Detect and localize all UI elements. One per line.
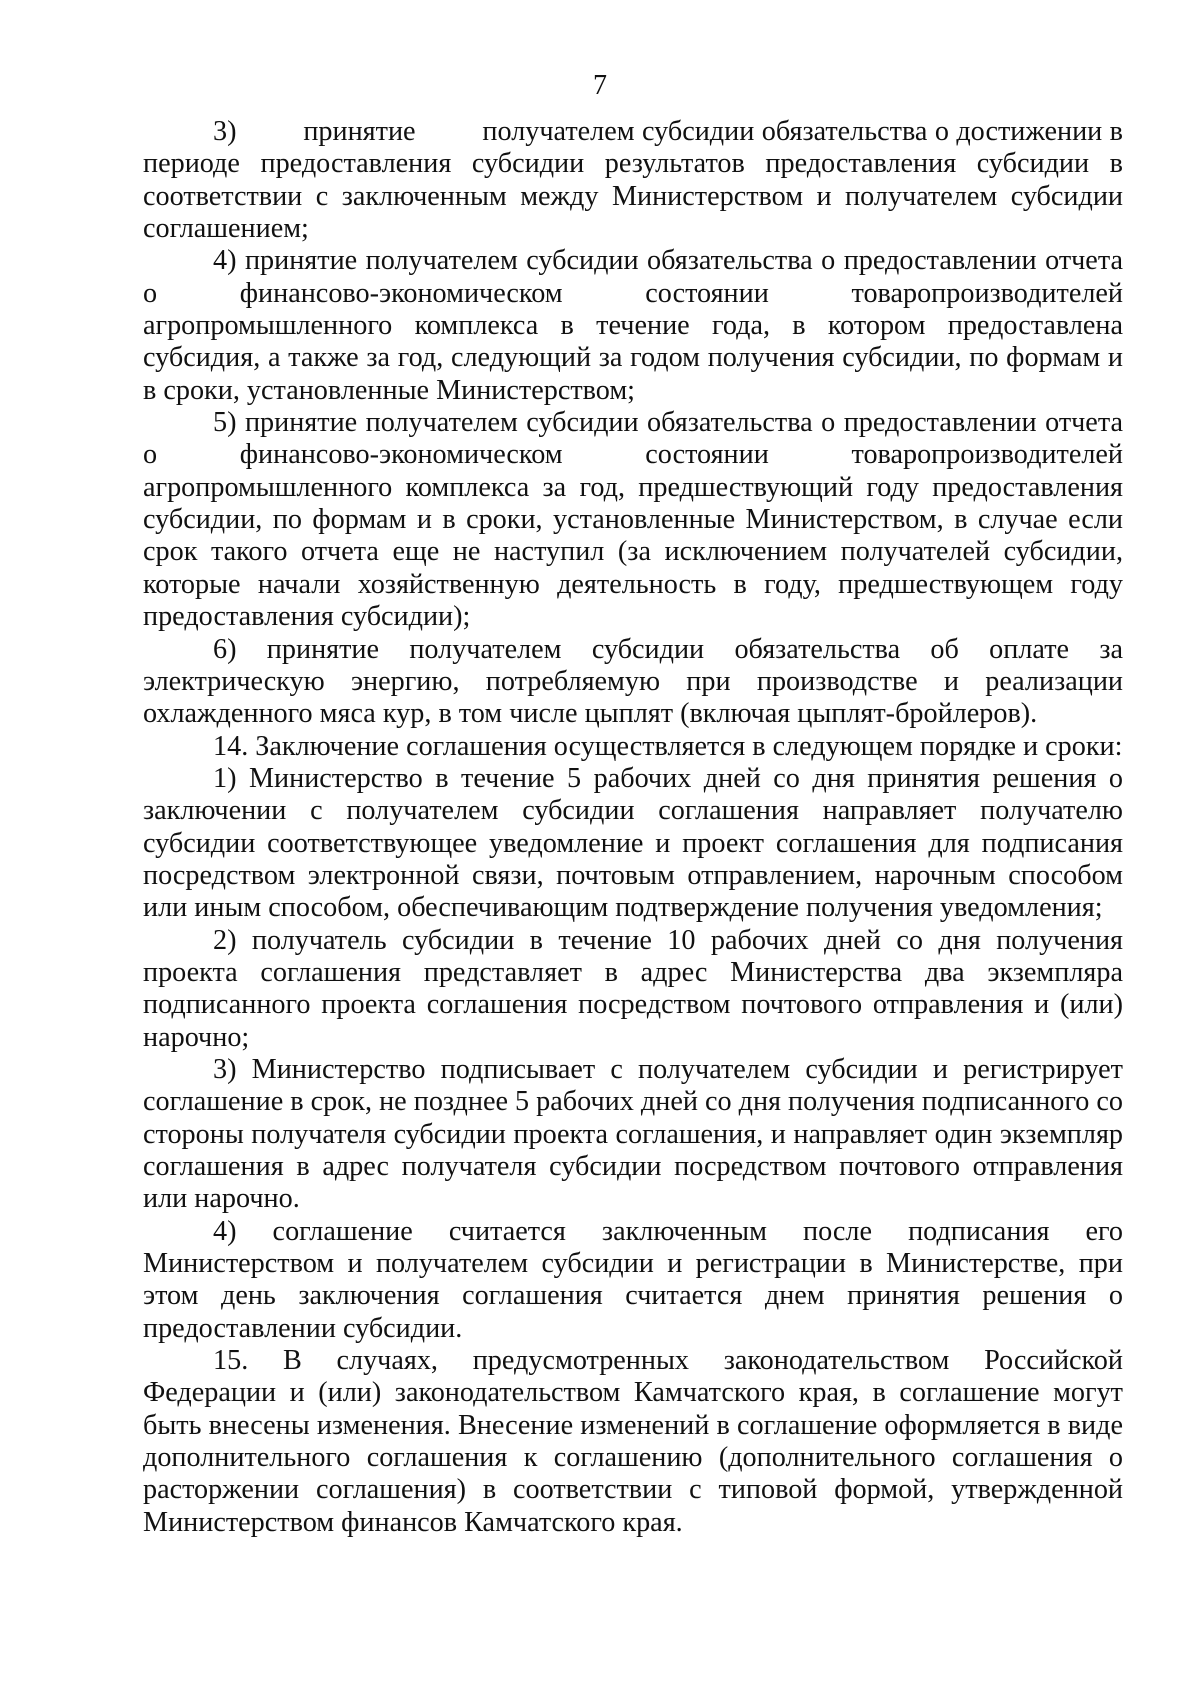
paragraph-step-1: 1) Министерство в течение 5 рабочих дней со дня принятия решения о заключении с получателем субсидии соглашения направляет получателю субсидии соответствующее уведомление и проект соглашения для подписания посредством электронной связи, почтовым отправлением, нарочным способом или иным способом, обеспечивающим подтверждение получения уведомления; [143,762,1123,924]
page-number: 7 [593,70,607,101]
paragraph-step-4: 4) соглашение считается заключенным после подписания его Министерством и получателем субсидии и регистрации в Министерстве, при этом день заключения соглашения считается днем принятия решения о предоставлении субсидии. [143,1215,1123,1344]
paragraph-item-4: 4) принятие получателем субсидии обязательства о предоставлении отчета о финансово-экономическом состоянии товаропроизводителей агропромышленного комплекса в течение года, в котором предоставлена субсидия, а также за год, следующий за годом получения субсидии, по формам и в сроки, установленные Министерством; [143,245,1123,406]
paragraph-item-6: 6) принятие получателем субсидии обязательства об оплате за электрическую энергию, потребляемую при производстве и реализации охлажденного мяса кур, в том числе цыплят (включая цыплят-бройлеров). [143,633,1123,730]
paragraph-section-14: 14. Заключение соглашения осуществляется в следующем порядке и сроки: [213,730,1123,762]
paragraph-step-2: 2) получатель субсидии в течение 10 рабочих дней со дня получения проекта соглашения представляет в адрес Министерства два экземпляра подписанного проекта соглашения посредством почтового отправления и (или) нарочно; [143,924,1123,1053]
paragraph-step-3: 3) Министерство подписывает с получателем субсидии и регистрирует соглашение в срок, не позднее 5 рабочих дней со дня получения подписанного со стороны получателя субсидии проекта соглашения, и направляет один экземпляр соглашения в адрес получателя субсидии посредством почтового отправления или нарочно. [143,1053,1123,1215]
paragraph-item-5: 5) принятие получателем субсидии обязательства о предоставлении отчета о финансово-экономическом состоянии товаропроизводителей агропромышленного комплекса за год, предшествующий году предоставления субсидии, по формам и в сроки, установленные Министерством, в случае если срок такого отчета еще не наступил (за исключением получателей субсидии, которые начали хозяйственную деятельность в году, предшествующем году предоставления субсидии); [143,407,1123,633]
document-body [143,116,1123,1539]
paragraph-section-15: 15. В случаях, предусмотренных законодательством Российской Федерации и (или) законодательством Камчатского края, в соглашение могут быть внесены изменения. Внесение изменений в соглашение оформляется в виде дополнительного соглашения к соглашению (дополнительного соглашения о расторжении соглашения) в соответствии с типовой формой, утвержденной Министерством финансов Камчатского края. [143,1345,1123,1538]
paragraph-item-3: 3) принятие получателем субсидии обязательства о достижении в периоде предоставления субсидии результатов предоставления субсидии в соответствии с заключенным между Министерством и получателем субсидии соглашением; [143,116,1123,245]
